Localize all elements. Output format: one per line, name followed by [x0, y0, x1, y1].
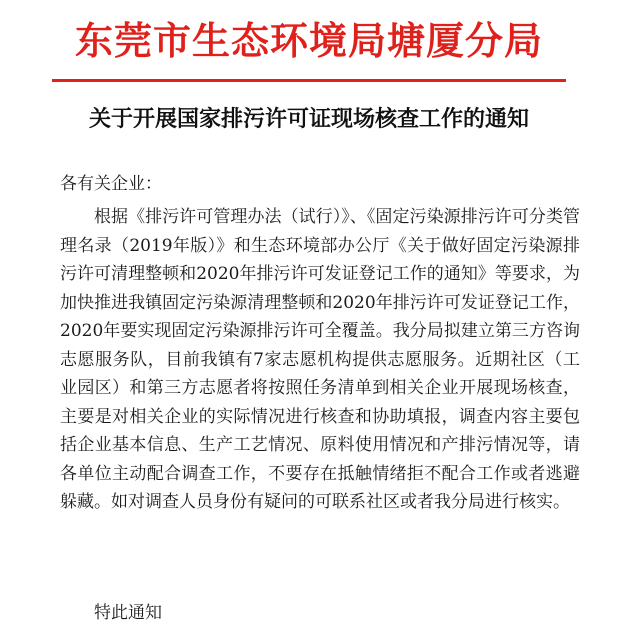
- closing-line: 特此通知: [94, 603, 162, 623]
- header-divider: [52, 79, 566, 82]
- salutation: 各有关企业：: [60, 174, 162, 194]
- document-title: 关于开展国家排污许可证现场核查工作的通知: [88, 106, 529, 132]
- body-paragraph: 根据《排污许可管理办法（试行）》、《固定污染源排污许可分类管理名录（2019年版）》和生态环境部办公厅《关于做好固定污染源排污许可清理整顿和2020年排污许可发证登记工作的通知》等要求，为加快推进我镇固定污染源清理整顿和2020年排污许可发证登记工作，2020年要实现固定污染源排污许可全覆盖。我分局拟建立第三方咨询志愿服务队，目前我镇有7家志愿机构提供志愿服务。近期社区（工业园区）和第三方志愿者将按照任务清单到相关企业开展现场核查，主要是对相关企业的实际情况进行核查和协助填报，调查内容主要包括企业基本信息、生产工艺情况、原料使用情况和产排污情况等，请各单位主动配合调查工作，不要存在抵触情绪拒不配合工作或者逃避躲藏。如对调查人员身份有疑问的可联系社区或者我分局进行核实。: [60, 207, 580, 512]
- agency-masthead: 东莞市生态环境局塘厦分局: [74, 19, 543, 63]
